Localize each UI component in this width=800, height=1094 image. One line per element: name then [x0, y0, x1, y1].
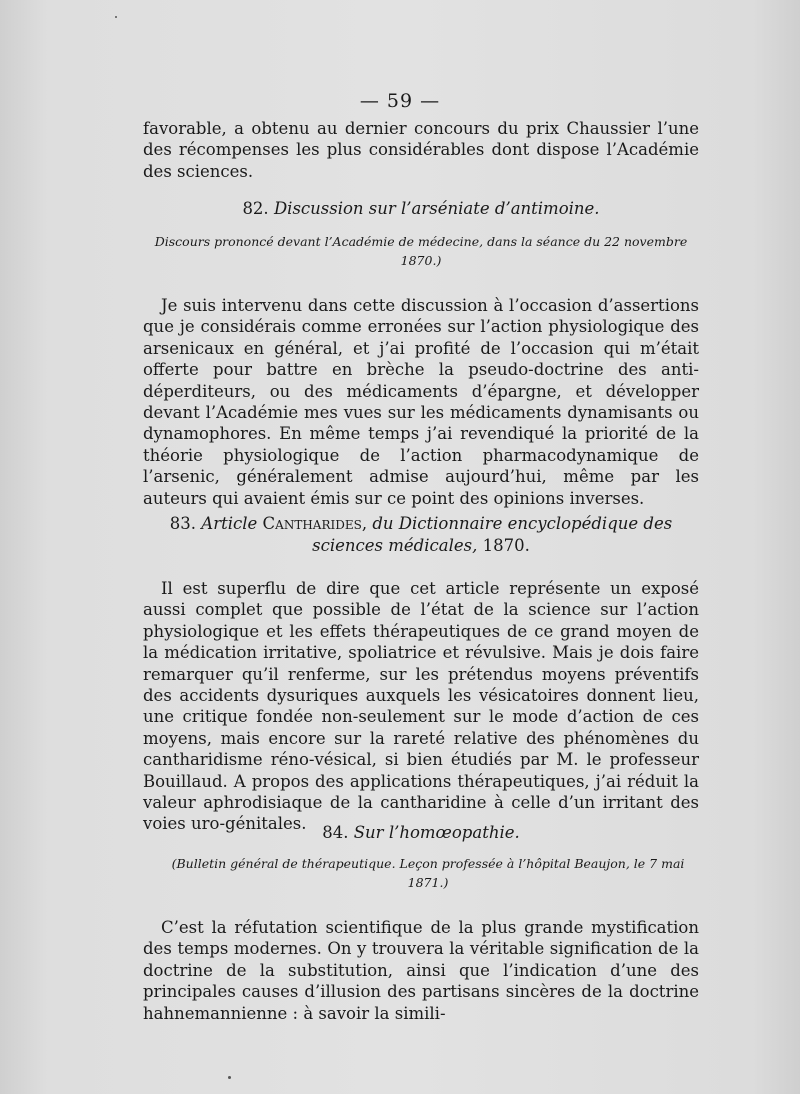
section-83-number: 83. — [169, 514, 197, 533]
section-82-body-block — [143, 295, 699, 509]
section-82-title: Discussion sur l’arséniate d’antimoine. — [273, 199, 600, 218]
section-83-body: Il est superflu de dire que cet article représente un exposé aussi complet que possible de l’état de la science sur l’action physiologique et les effets thérapeutiques de ce grand moyen de la médication irritative, spoliatrice et révulsive. Mais je dois faire remarquer qu’il renferme, sur les prétendus moyens préventifs des accidents dysuriques auxquels les vésicatoires donnent lieu, une critique fondée non-seulement sur le mode d’action de ces moyens, mais encore sur la rareté relative des phénomènes du cantharidisme réno-vésical, si bien étudiés par M. le professeur Bouillaud. A propos des applications thérapeutiques, j’ai réduit la valeur aphrodisiaque de la cantharidine à celle d’un irritant des voies uro-génitales. — [143, 579, 699, 834]
section-84-number: 84. — [322, 823, 349, 842]
section-82-heading — [143, 198, 699, 220]
section-82-body: Je suis intervenu dans cette discussion à l’occasion d’assertions que je considérais comme erronées sur l’action physiologique des arsenicaux en général, et j’ai profité de l’occasion qui m’était offerte pour battre en brèche la pseudo-doctrine des anti-déperditeurs, ou des médicaments d’épargne, et développer devant l’Académie mes vues sur les médicaments dynamisants ou dynamophores. En même temps j’ai revendiqué la priorité de la théorie physiologique de l’action pharmacodynamique de l’arsenic, généralement admise aujourd’hui, même par les auteurs qui avaient émis sur ce point des opinions inverses. — [143, 296, 699, 508]
paper-speck — [115, 16, 117, 18]
section-84-body-block — [143, 917, 699, 1024]
section-83-heading — [143, 513, 699, 557]
intro-paragraph: favorable, a obtenu au dernier concours du prix Chaussier l’une des récompenses les plus considérables dont dispose l’Académie des sciences. — [143, 119, 699, 181]
section-82-number: 82. — [242, 199, 269, 218]
section-82-subtitle: Discours prononcé devant l’Académie de médecine, dans la séance du 22 novembre 1870.) — [154, 234, 688, 268]
section-83-title-a: Article — [201, 514, 258, 533]
section-83-year: 1870. — [482, 536, 530, 555]
section-83-body-block — [143, 578, 699, 835]
section-83-title-b: du Dictionnaire encyclopédique des sciences médicales, — [312, 514, 673, 555]
section-84-subtitle: (Bulletin général de thérapeutique. Leçon professée à l’hôpital Beaujon, le 7 mai 1871.) — [171, 856, 685, 890]
intro-paragraph-block — [143, 118, 699, 182]
paper-speck — [228, 1076, 231, 1079]
section-84-heading — [143, 822, 699, 844]
section-84-title: Sur l’homœopathie. — [353, 823, 520, 842]
section-83-title-smallcaps: Cantharides, — [262, 514, 368, 533]
page-number: — 59 — — [359, 90, 441, 112]
section-84-body: C’est la réfutation scientifique de la plus grande mystification des temps modernes. On y trouvera la véritable signification de la doctrine de la substitution, ainsi que l’indication d’une des principales causes d’illusion des partisans sincères de la doctrine hahnemannienne : à savoir la simili- — [143, 918, 699, 1023]
